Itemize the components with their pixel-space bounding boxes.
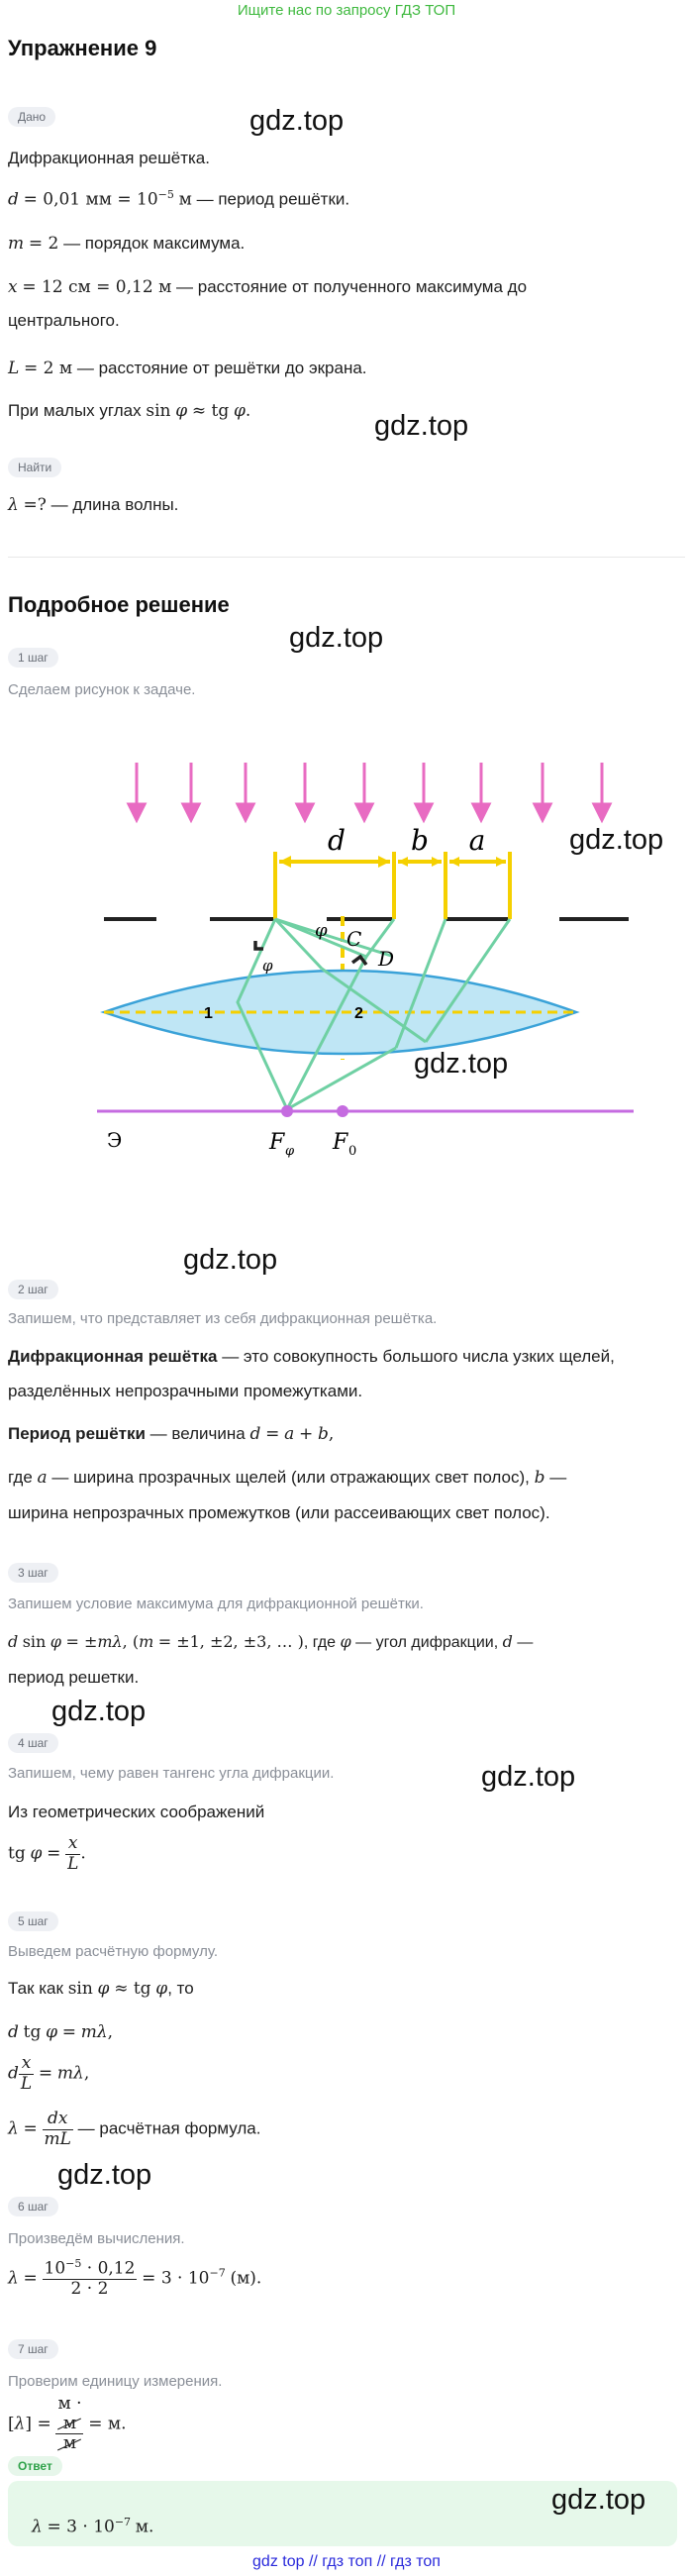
- step-2-where-line2: ширина непрозрачных промежутков (или рассеивающих свет полос).: [8, 1503, 550, 1522]
- step-7-desc: Проверим единицу измерения.: [8, 2373, 223, 2390]
- step-5-eq2: d $\frac{x}{L}$ = mλ,: [8, 2053, 90, 2094]
- label-screen: Э: [107, 1128, 123, 1152]
- step-5-since: Так как sin φ ≈ tg φ, то: [8, 1979, 194, 1999]
- given-line-4-text: — расстояние от полученного максимума до: [176, 277, 528, 296]
- step-6-desc: Произведём вычисления.: [8, 2230, 185, 2247]
- given-line-4b: центрального.: [8, 311, 120, 330]
- step-2-definition: [8, 1347, 615, 1367]
- label-F-phi: F: [269, 1130, 285, 1155]
- focus-0-point: [337, 1105, 348, 1117]
- calc-formula-text: — расчётная формула.: [77, 2118, 261, 2138]
- solution-title: Подробное решение: [8, 592, 230, 617]
- given-line-5-text: — расстояние от решётки до экрана.: [76, 359, 367, 377]
- label-F-phi-sub: φ: [285, 1144, 295, 1159]
- label-b: b: [411, 824, 429, 857]
- then-text: , то: [167, 1979, 194, 1998]
- step-7-badge: 7 шаг: [8, 2339, 58, 2359]
- answer-badge: Ответ: [8, 2456, 62, 2476]
- step-2-where-line1: где a — ширина прозрачных щелей (или отражающих свет полос), b —: [8, 1468, 567, 1488]
- watermark: gdz.top: [414, 1048, 509, 1080]
- given-line-3-text: — порядок максимума.: [63, 234, 246, 253]
- step-1-badge: 1 шаг: [8, 648, 58, 668]
- step-3-desc: Запишем условие максимума для дифракционной решётки.: [8, 1596, 424, 1612]
- watermark: gdz.top: [51, 1696, 147, 1727]
- step-2-period: Период решётки — величина d = a + b,: [8, 1424, 335, 1444]
- step-2-desc: Запишем, что представляет из себя дифракционная решётка.: [8, 1310, 438, 1327]
- given-line-6-text: При малых углах: [8, 401, 142, 420]
- period-text: — величина: [149, 1424, 246, 1443]
- watermark: gdz.top: [289, 622, 384, 654]
- definition-term: Дифракционная решётка: [8, 1347, 218, 1366]
- step-5-badge: 5 шаг: [8, 1911, 58, 1931]
- given-line-2: d = 0,01 мм = $10^{-5}$ м — период решётки.: [8, 188, 350, 210]
- step-2-definition-line2: разделённых непрозрачными промежутками.: [8, 1382, 363, 1400]
- watermark: gdz.top: [249, 105, 345, 137]
- given-badge: Дано: [8, 107, 55, 127]
- where-prefix: где: [8, 1468, 33, 1487]
- step-4-geo: Из геометрических соображений: [8, 1803, 265, 1821]
- watermark: gdz.top: [374, 410, 469, 442]
- divider: [8, 557, 685, 558]
- step-3-formula: d sin φ = ±mλ, (m = ±1, ±2, ±3, … ), где φ — угол дифракции, d —: [8, 1632, 534, 1651]
- given-line-3: m = 2 — порядок максимума.: [8, 234, 246, 254]
- find-line: λ =? — длина волны.: [8, 495, 179, 515]
- step-7-units: [λ] = м · м м = м.: [8, 2394, 127, 2454]
- step-5-eq1: d tg φ = mλ,: [8, 2022, 114, 2042]
- step-4-formula: tg φ = $\frac{x}{L}$ .: [8, 1833, 86, 1874]
- step-5-desc: Выведем расчётную формулу.: [8, 1943, 219, 1960]
- find-text: — длина волны.: [50, 495, 179, 514]
- label-F0-sub: 0: [348, 1144, 357, 1159]
- label-1: 1: [204, 1005, 213, 1022]
- watermark: gdz.top: [183, 1244, 278, 1276]
- focus-phi-point: [281, 1105, 293, 1117]
- step-6-calc: λ = $\frac{10^{-5} \cdot 0,12}{2 \cdot 2}$ = $3 \cdot 10^{-7}$ (м).: [8, 2257, 262, 2300]
- step-3-badge: 3 шаг: [8, 1563, 58, 1583]
- label-phi-2: φ: [262, 957, 273, 975]
- step-5-eq3: λ = $\frac{dx}{mL}$ — расчётная формула.: [8, 2109, 261, 2149]
- definition-text: — это совокупность большого числа узких щелей,: [222, 1347, 615, 1366]
- given-line-4: x = 12 см = 0,12 м — расстояние от полученного максимума до: [8, 277, 528, 297]
- watermark: gdz.top: [481, 1761, 576, 1793]
- step-3-tail3: —: [517, 1634, 534, 1651]
- find-badge: Найти: [8, 458, 61, 477]
- diffraction-figure: [0, 733, 693, 1169]
- page-title: Упражнение 9: [8, 36, 157, 60]
- label-a: a: [468, 824, 486, 857]
- answer-value: $\lambda = 3 \cdot 10^{-7}$ м.: [32, 2516, 154, 2537]
- step-3-line2: период решетки.: [8, 1668, 140, 1687]
- given-line-5: L = 2 м — расстояние от решётки до экрана.: [8, 359, 367, 378]
- watermark: gdz.top: [551, 2484, 646, 2516]
- given-line-1: Дифракционная решётка.: [8, 149, 210, 167]
- incident-light-arrows: [129, 763, 610, 820]
- step-6-badge: 6 шаг: [8, 2197, 58, 2216]
- step-2-badge: 2 шаг: [8, 1280, 58, 1299]
- label-2: 2: [354, 1005, 363, 1022]
- period-term: Период решётки: [8, 1424, 146, 1443]
- step-3-tail: , где: [303, 1634, 337, 1651]
- step-4-desc: Запишем, чему равен тангенс угла дифракции.: [8, 1765, 335, 1782]
- watermark: gdz.top: [57, 2159, 152, 2191]
- label-C: C: [346, 927, 362, 951]
- label-F0: F: [333, 1130, 348, 1155]
- step-1-desc: Сделаем рисунок к задаче.: [8, 681, 196, 698]
- footer-links[interactable]: gdz top // гдз топ // гдз топ: [252, 2553, 441, 2570]
- label-D: D: [378, 947, 395, 971]
- label-phi: φ: [315, 920, 328, 941]
- label-d: d: [328, 824, 346, 857]
- watermark: gdz.top: [569, 824, 664, 856]
- top-banner[interactable]: Ищите нас по запросу ГДЗ ТОП: [237, 2, 456, 19]
- since-text: Так как: [8, 1979, 63, 1998]
- step-3-tail2: — угол дифракции,: [355, 1634, 499, 1651]
- where-text-1: — ширина прозрачных щелей (или отражающих свет полос),: [51, 1468, 530, 1487]
- given-line-6: При малых углах sin φ ≈ tg φ.: [8, 401, 251, 421]
- given-line-2-text: — период решётки.: [196, 189, 350, 209]
- step-4-badge: 4 шаг: [8, 1733, 58, 1753]
